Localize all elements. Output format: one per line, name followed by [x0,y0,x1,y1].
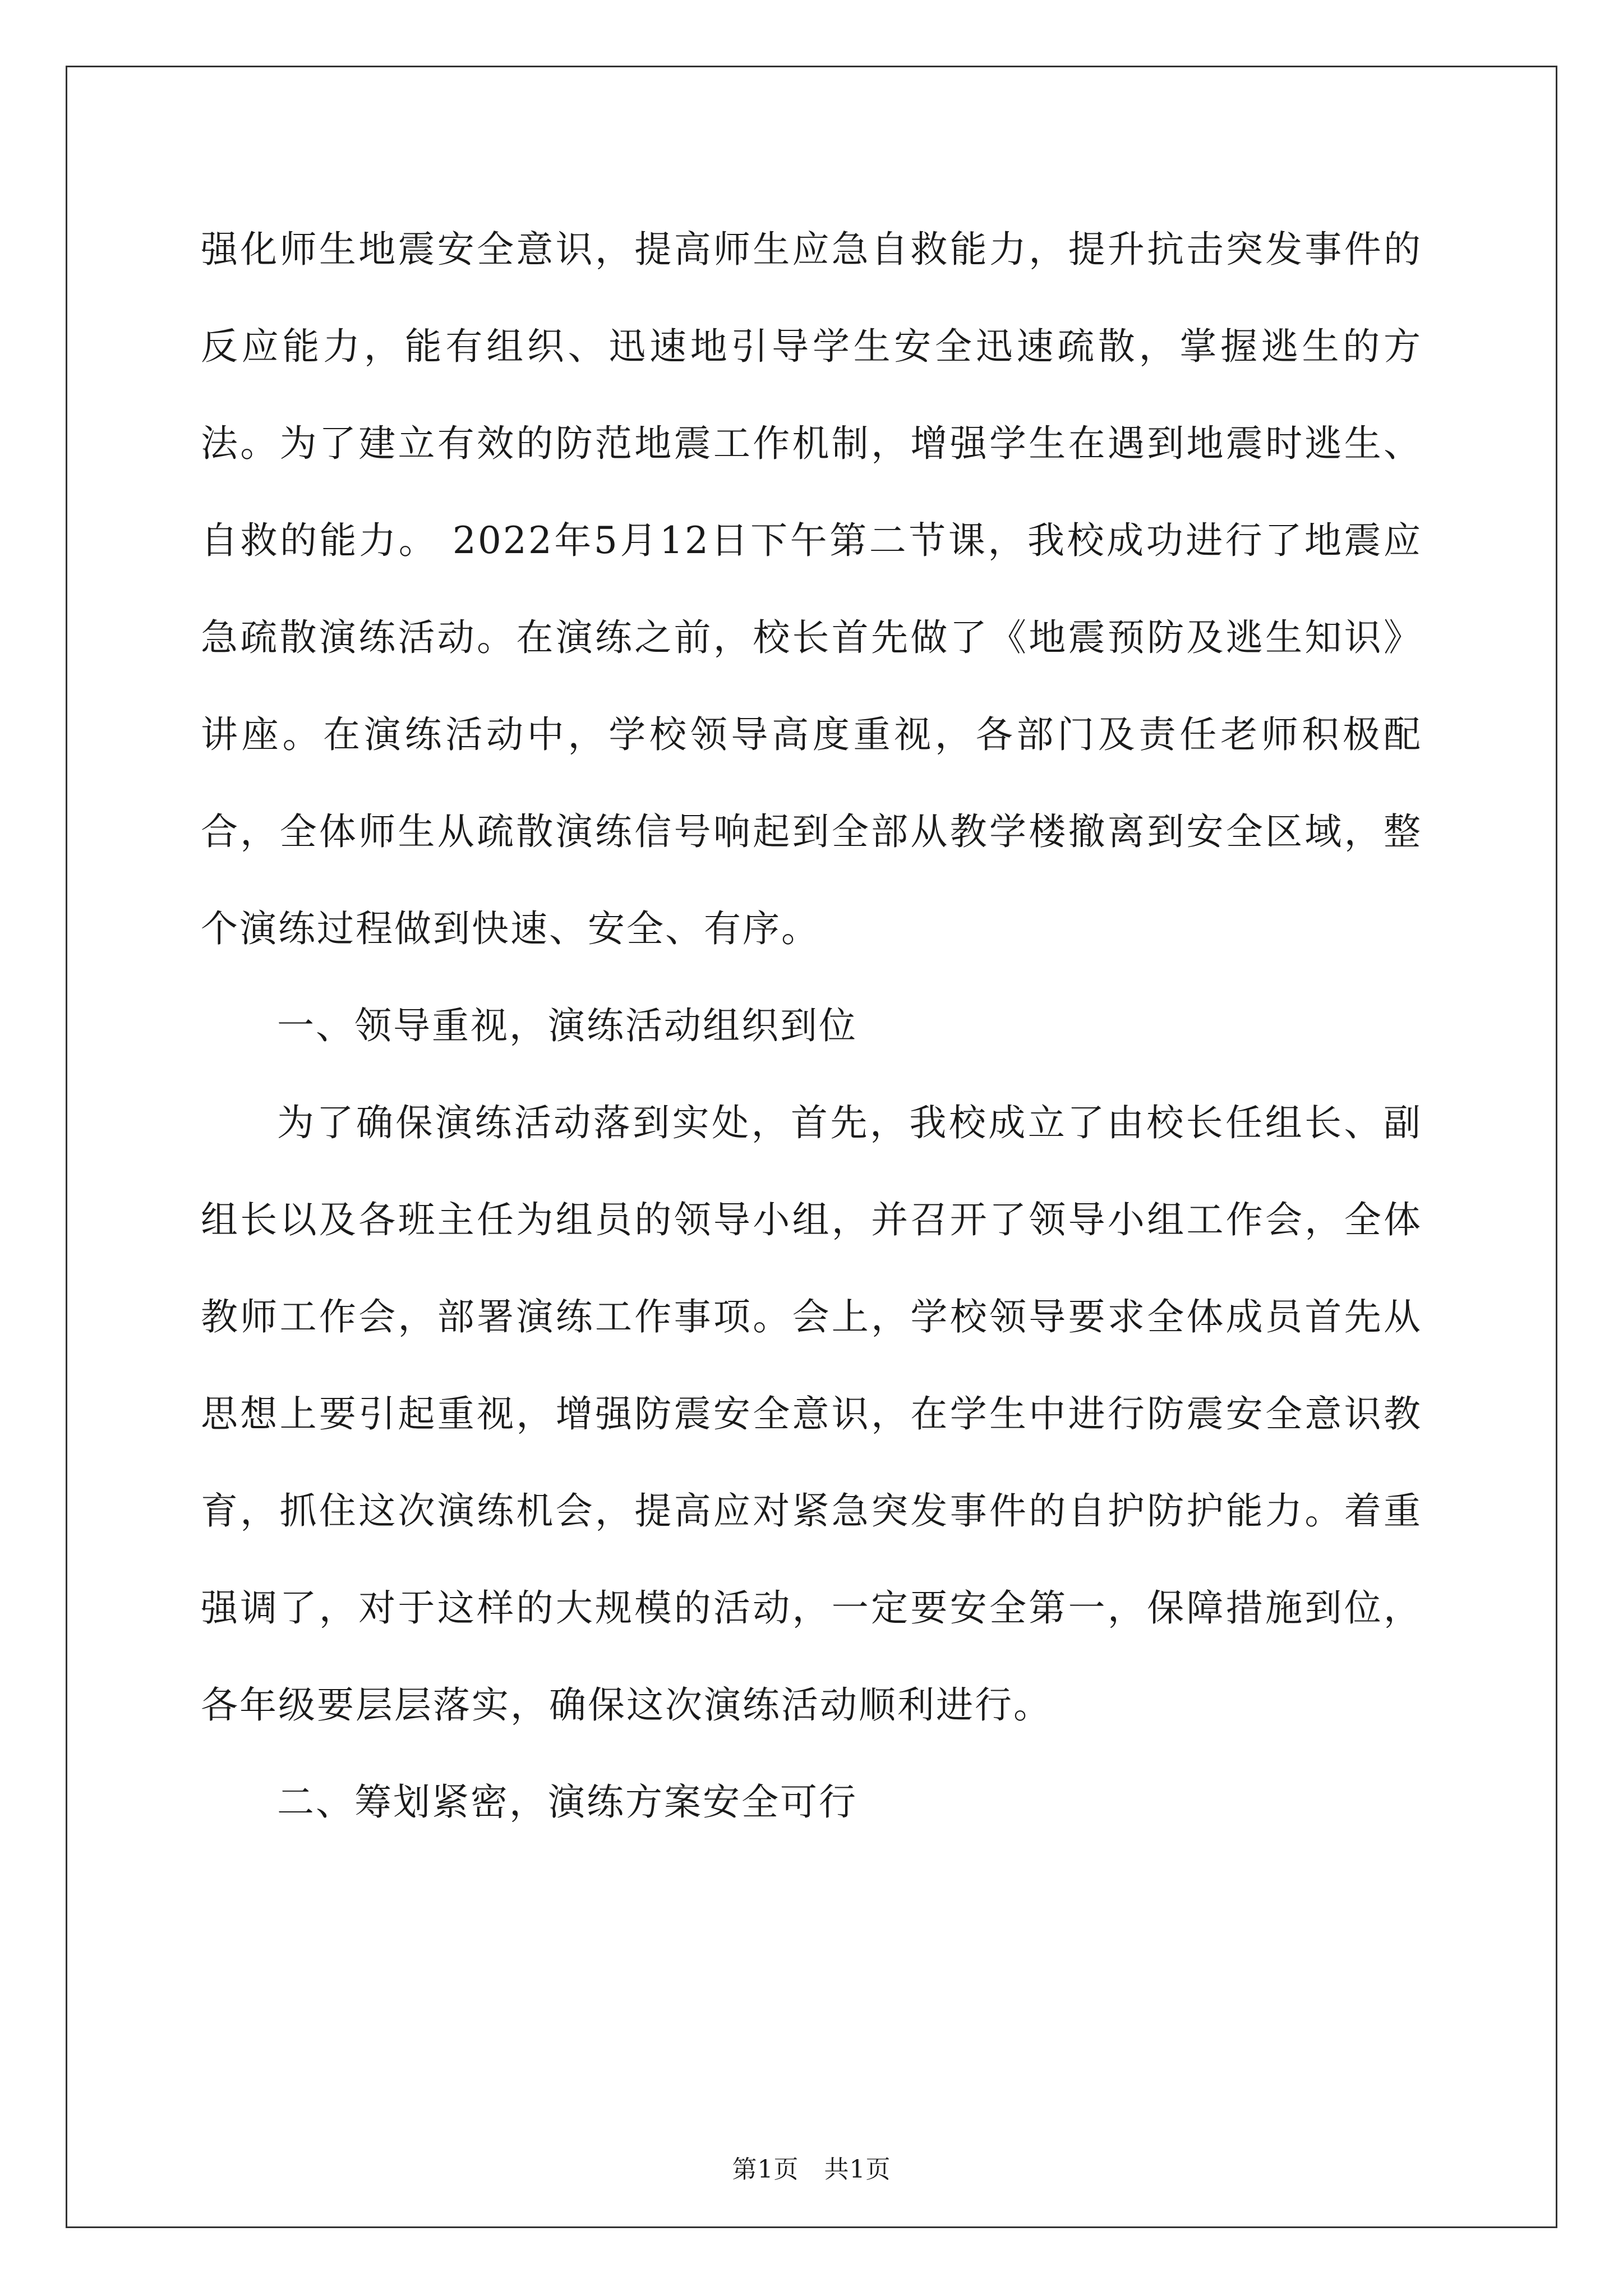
page-footer: 第1页 共1页 [732,2155,891,2184]
section-1-paragraph: 为了确保演练活动落到实处，首先，我校成立了由校长任组长、副组长以及各班主任为组员的领导小组，并召开了领导小组工作会，全体教师工作会，部署演练工作事项。会上，学校领导要求全体成员首先从思想上要引起重视，增强防震安全意识，在学生中进行防震安全意识教育，抓住这次演练机会，提高应对紧急突发事件的自护防护能力。着重强调了，对于这样的大规模的活动，一定要安全第一，保障措施到位，各年级要层层落实，确保这次演练活动顺利进行。 [201,1101,1422,1727]
intro-paragraph: 强化师生地震安全意识，提高师生应急自救能力，提升抗击突发事件的反应能力，能有组织、迅速地引导学生安全迅速疏散，掌握逃生的方法。为了建立有效的防范地震工作机制，增强学生在遇到地震时逃生、自救的能力。 2022年5月12日下午第二节课，我校成功进行了地震应急疏散演练活动。在演练之前，校长首先做了《地震预防及逃生知识》讲座。在演练活动中，学校领导高度重视，各部门及责任老师积极配合，全体师生从疏散演练信号响起到全部从教学楼撤离到安全区域，整个演练过程做到快速、安全、有序。 [201,228,1422,950]
section-heading-2: 二、筹划紧密，演练方案安全可行 [277,1780,857,1824]
document-body [201,201,1422,1851]
section-heading-1: 一、领导重视，演练活动组织到位 [277,1004,857,1047]
